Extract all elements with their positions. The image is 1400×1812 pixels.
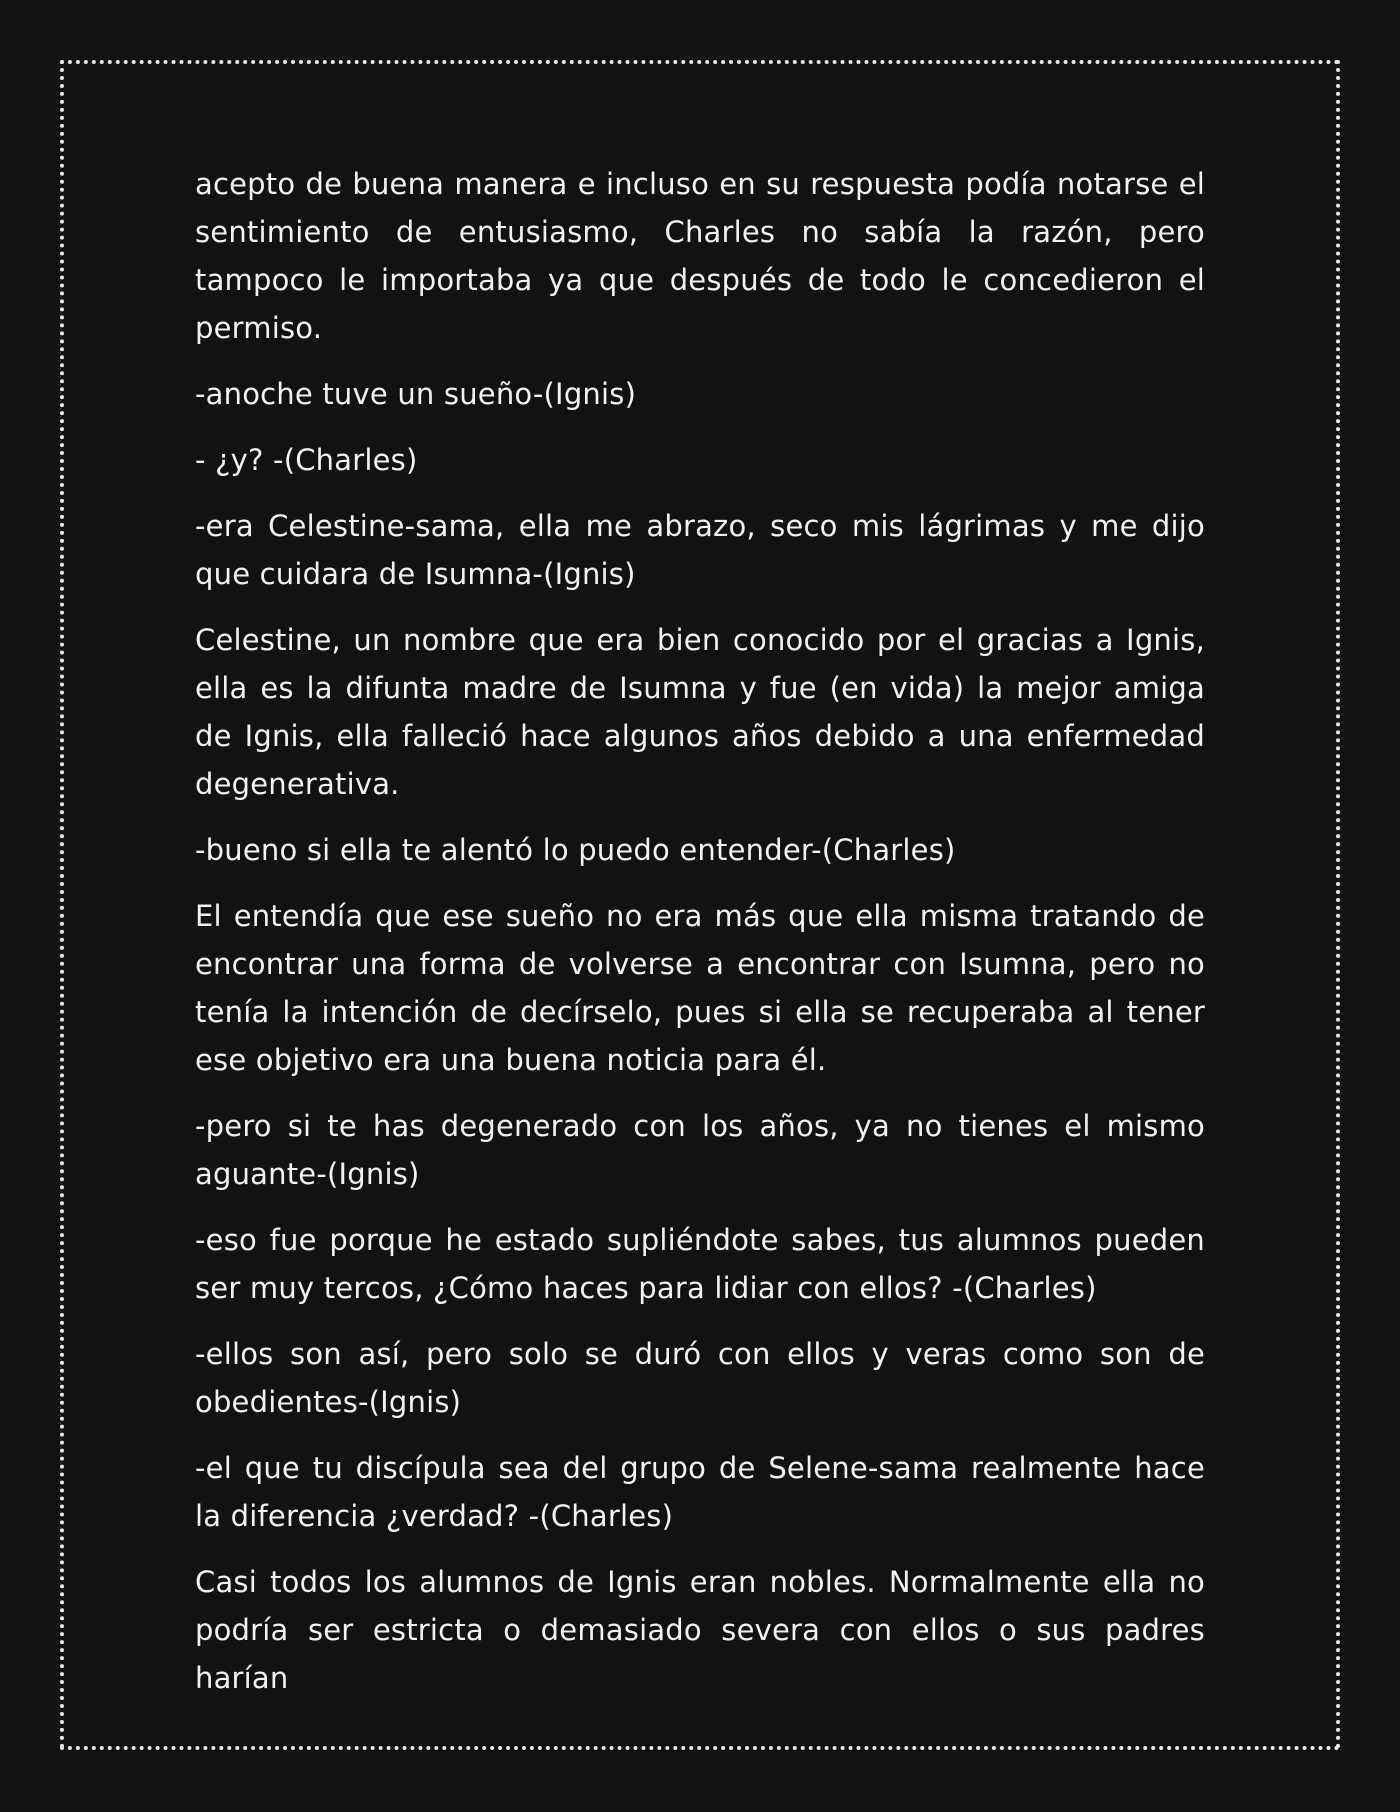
dialogue-charles-students: -eso fue porque he estado supliéndote sabes, tus alumnos pueden ser muy tercos, ¿Cómo haces para lidiar con ellos? -(Charles): [195, 1223, 1205, 1305]
paragraph-1: acepto de buena manera e incluso en su respuesta podía notarse el sentimiento de entusiasmo, Charles no sabía la razón, pero tampoco le importaba ya que después de todo le concedieron el permiso.: [195, 167, 1205, 345]
paragraph-celestine: Celestine, un nombre que era bien conocido por el gracias a Ignis, ella es la difunta madre de Isumna y fue (en vida) la mejor amiga de Ignis, ella falleció hace algunos años debido a una enfermedad degenerativa.: [195, 623, 1205, 801]
page-body-text: [195, 160, 1205, 1702]
dialogue-ignis-obedient: -ellos son así, pero solo se duró con ellos y veras como son de obedientes-(Ignis): [195, 1337, 1205, 1419]
dialogue-charles-encourage: -bueno si ella te alentó lo puedo entender-(Charles): [195, 833, 956, 867]
paragraph-nobles: Casi todos los alumnos de Ignis eran nobles. Normalmente ella no podría ser estricta o demasiado severa con ellos o sus padres harían: [195, 1565, 1205, 1695]
dialogue-charles-question: - ¿y? -(Charles): [195, 443, 418, 477]
paragraph-understanding: El entendía que ese sueño no era más que ella misma tratando de encontrar una forma de volverse a encontrar con Isumna, pero no tenía la intención de decírselo, pues si ella se recuperaba al tener ese objetivo era una buena noticia para él.: [195, 899, 1205, 1077]
dialogue-ignis-celestine: -era Celestine-sama, ella me abrazo, seco mis lágrimas y me dijo que cuidara de Isumna-(Ignis): [195, 509, 1205, 591]
dialogue-ignis-dream: -anoche tuve un sueño-(Ignis): [195, 377, 637, 411]
dialogue-ignis-degenerate: -pero si te has degenerado con los años, ya no tienes el mismo aguante-(Ignis): [195, 1109, 1205, 1191]
dialogue-charles-selene: -el que tu discípula sea del grupo de Selene-sama realmente hace la diferencia ¿verdad? -(Charles): [195, 1451, 1205, 1533]
